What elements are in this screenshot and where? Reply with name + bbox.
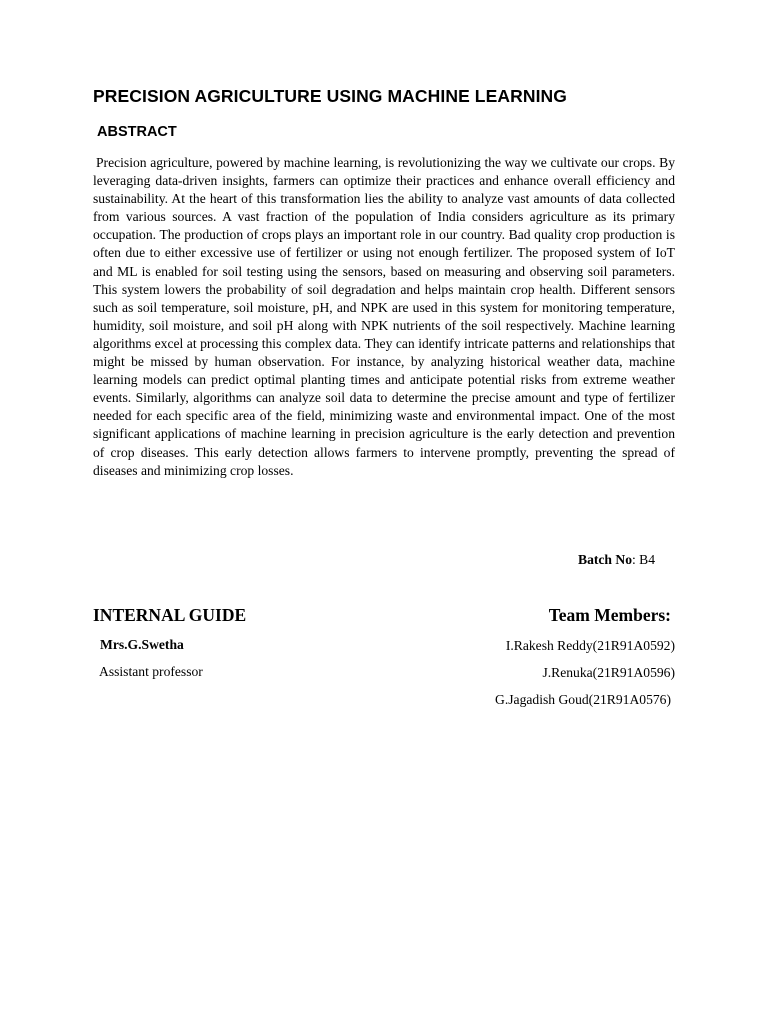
team-members-list [495, 637, 675, 718]
guide-name: Mrs.G.Swetha [100, 637, 184, 652]
batch-label: Batch No [578, 552, 632, 567]
team-member: J.Renuka(21R91A0596) [542, 665, 675, 680]
team-member: G.Jagadish Goud(21R91A0576) [495, 692, 671, 707]
team-member: I.Rakesh Reddy(21R91A0592) [505, 638, 675, 653]
guide-designation: Assistant professor [99, 664, 203, 679]
abstract-heading: ABSTRACT [97, 124, 177, 140]
abstract-text: Precision agriculture, powered by machine learning, is revolutionizing the way we cultivate our crops. By leveraging data-driven insights, farmers can optimize their practices and enhance overall efficiency and sustainability. At the heart of this transformation lies the ability to analyze vast amounts of data collected from various sources. A vast fraction of the population of India considers agriculture as its primary occupation. The production of crops plays an important role in our country. Bad quality crop production is often due to either excessive use of fertilizer or using not enough fertilizer. The proposed system of IoT and ML is enabled for soil testing using the sensors, based on measuring and observing soil parameters. This system lowers the probability of soil degradation and helps maintain crop health. Different sensors such as soil temperature, soil moisture, pH, and NPK are used in this system for monitoring temperature, humidity, soil moisture, and soil pH along with NPK nutrients of the soil respectively. Machine learning algorithms excel at processing this complex data. They can identify intricate patterns and relationships that might be missed by human observation. For instance, by analyzing historical weather data, machine learning models can predict optimal planting times and anticipate potential risks from extreme weather events. Similarly, algorithms can analyze soil data to determine the precise amount and type of fertilizer needed for each specific area of the field, minimizing waste and environmental impact. One of the most significant applications of machine learning in precision agriculture is the early detection and prevention of crop diseases. This early detection allows farmers to intervene promptly, preventing the spread of diseases and minimizing crop losses. [93, 155, 675, 478]
team-members-heading: Team Members: [548, 605, 671, 625]
document-title: PRECISION AGRICULTURE USING MACHINE LEARNING [93, 86, 567, 106]
batch-value: : B4 [632, 552, 656, 567]
internal-guide-heading: INTERNAL GUIDE [93, 605, 247, 625]
batch-number [578, 552, 655, 568]
